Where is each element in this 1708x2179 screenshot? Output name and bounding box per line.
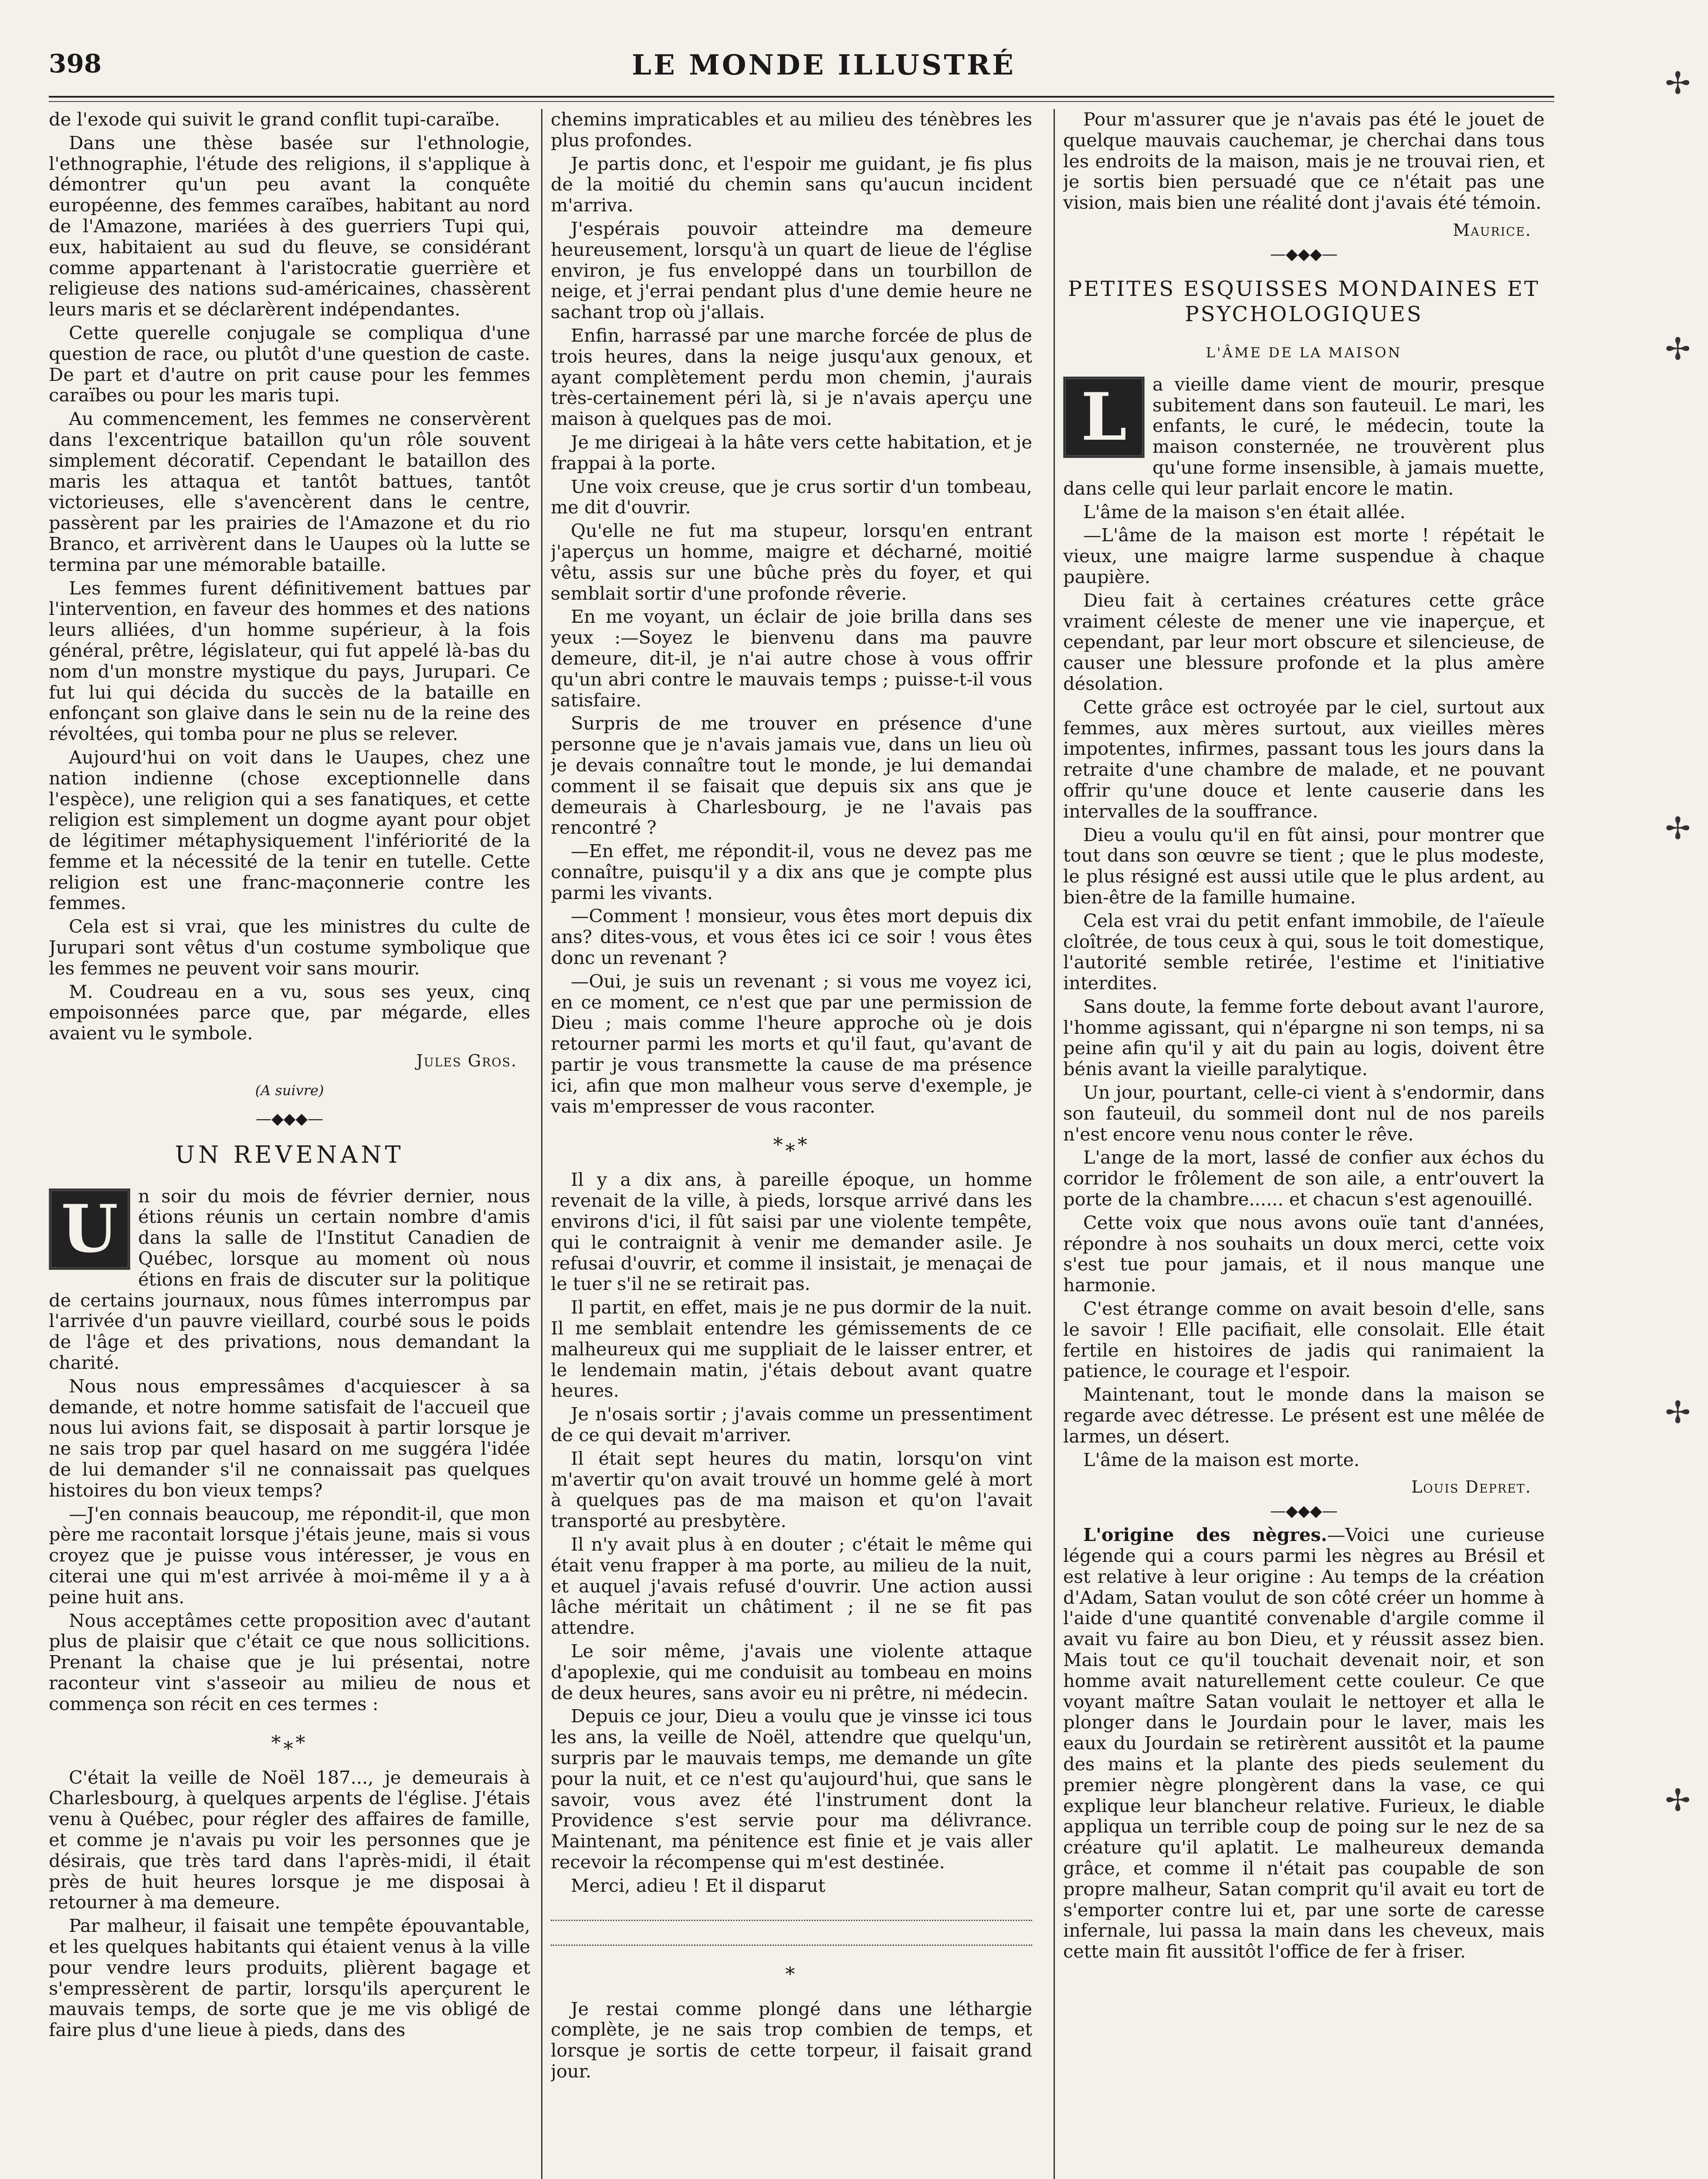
page-number: 398 xyxy=(49,49,102,78)
paragraph: L'âme de la maison est morte. xyxy=(1083,1449,1360,1470)
paragraph: —L'âme de la maison est morte ! répétait le vieux, une maigre larme suspendue à chaque paupière. xyxy=(1063,524,1545,587)
ornament-divider: —◆◆◆— xyxy=(1270,1502,1338,1521)
margin-mark-icon: ✢ xyxy=(1665,65,1691,101)
dotted-line xyxy=(551,1899,1032,1921)
paragraph: Nous acceptâmes cette proposition avec d'autant plus de plaisir que c'était ce que nous sollicitions. Prenant la chaise que je lui présentai, notre raconteur vint s'asseoir au milieu de nous et commença son récit en ces termes : xyxy=(49,1609,530,1714)
paragraph: Cette querelle conjugale se compliqua d'une question de race, ou plutôt d'une question de caste. De part et d'autre on prit cause pour les femmes caraïbes ou pour les maris tupi. xyxy=(49,322,530,406)
author-signature: Louis Depret. xyxy=(1411,1477,1532,1497)
column-1 xyxy=(49,109,530,2179)
paragraph: Le soir même, j'avais une violente attaque d'apoplexie, qui me conduisit au tombeau en moins de deux heures, sans avoir eu ni prêtre, ni médecin. xyxy=(551,1640,1032,1704)
paragraph: Il était sept heures du matin, lorsqu'on vint m'avertir qu'on avait trouvé un homme gelé à mort à quelques pas de ma maison et qu'on l'avait transporté au presbytère. xyxy=(551,1447,1032,1532)
continuation-note: (A suivre) xyxy=(255,1082,324,1099)
paragraph: —Comment ! monsieur, vous êtes mort depuis dix ans? dites-vous, et vous êtes ici ce soir ! vous êtes donc un revenant ? xyxy=(551,905,1032,969)
section-title: PETITES ESQUISSES MONDAINES ET PSYCHOLOGIQUES xyxy=(1068,276,1540,326)
asterism-divider: *⁎* xyxy=(271,1731,308,1754)
story-title: UN REVENANT xyxy=(175,1140,404,1168)
paragraph: Il n'y avait plus à en douter ; c'était le même qui était venu frapper à ma porte, au milieu de la nuit, et auquel j'avais refusé d'ouvrir. Une action aussi lâche méritait un châtiment ; il ne se fit pas attendre. xyxy=(551,1534,1032,1639)
paragraph: Dieu a voulu qu'il en fût ainsi, pour montrer que tout dans son œuvre se tient ; que le plus modeste, le plus résigné est aussi utile que le plus ardent, au bien-être de la famille humaine. xyxy=(1063,824,1545,908)
margin-mark-icon: ✢ xyxy=(1665,1782,1691,1818)
paragraph: Enfin, harrassé par une marche forcée de plus de trois heures, dans la neige jusqu'aux genoux, et ayant complètement perdu mon chemin, j'aurais très-certainement péri là, si je n'avais aperçu une maison à quelques pas de moi. xyxy=(551,324,1032,430)
header-rule-thin xyxy=(49,101,1554,102)
paragraph: Il y a dix ans, à pareille époque, un homme revenait de la ville, à pieds, lorsque arrivé dans les environs d'ici, il fût saisi par une violente tempête, qui le contraignit à venir me demander asile. Je refusai d'ouvrir, et comme il insistait, je menaçai de le tuer s'il ne se retirait pas. xyxy=(551,1169,1032,1295)
paragraph: de l'exode qui suivit le grand conflit tupi-caraïbe. xyxy=(49,109,500,130)
paragraph: L'ange de la mort, lassé de confier aux échos du corridor le frôlement de son aile, a entr'ouvert la porte de la chambre...... et chacun s'est agenouillé. xyxy=(1063,1147,1545,1210)
paragraph: Sans doute, la femme forte debout avant l'aurore, l'homme agissant, qui n'épargne ni son temps, ni sa peine afin qu'il y ait du pain au logis, doivent être bénis avant la vieille paralytique. xyxy=(1063,995,1545,1080)
asterism-divider: *⁎* xyxy=(773,1134,810,1157)
paragraph: Surpris de me trouver en présence d'une personne que je n'avais jamais vue, dans un lieu où je devais connaître tout le monde, je lui demandai comment il se faisait que depuis six ans que je demeurais à Charlesbourg, je ne l'avais pas rencontré ? xyxy=(551,713,1032,838)
article-heading: L'origine des nègres. xyxy=(1083,1524,1327,1546)
paragraph: Dieu fait à certaines créatures cette grâce vraiment céleste de mener une vie inaperçue, et cependant, par leur mort obscure et silencieuse, de causer une blessure profonde et la plus amère désolation. xyxy=(1063,589,1545,694)
article-text: —Voici une curieuse légende qui a cours parmi les nègres au Brésil et est relative à leur origine : Au temps de la création d'Adam, Satan voulut de son côté créer un homme à l'aide d'une quantité convenable d'argile comme il avait vu faire au bon Dieu, et y réussit assez bien. Mais tout ce qu'il touchait devenait noir, et son homme avait naturellement cette couleur. Ce que voyant maître Satan voulait le nettoyer et alla le plonger dans le Jourdain pour le laver, mais les eaux du Jourdain se retirèrent aussitôt et la paume des mains et la plante des pieds seulement du premier nègre plongèrent dans la vase, ce qui explique leur blancheur relative. Furieux, le diable appliqua un terrible coup de poing sur le nez de sa créature qu'il aplatit. Le malheureux demanda grâce, et comme il n'était pas coupable de son propre malheur, Satan comprit qu'il avait eu tort de s'emporter contre lui et, par une sorte de caresse infernale, lui passa la main dans les cheveux, mais cette main fit aussitôt l'office de fer à friser. xyxy=(1063,1524,1545,1962)
paragraph: Je restai comme plongé dans une léthargie complète, je ne sais trop combien de temps, et lorsque je sortis de cette torpeur, il faisait grand jour. xyxy=(551,1998,1032,2082)
author-signature: Jules Gros. xyxy=(416,1051,517,1071)
paragraph: Par malheur, il faisait une tempête épouvantable, et les quelques habitants qui étaient venus à la ville pour vendre leurs produits, plièrent bagage et s'empressèrent de partir, lorsqu'ils aperçurent le mauvais temps, de sorte que je me vis obligé de faire plus d'une lieue à pieds, dans des xyxy=(49,1915,530,2041)
paragraph: Un jour, pourtant, celle-ci vient à s'endormir, dans son fauteuil, du sommeil dont nul de nos pareils n'est encore venu nous conter le rêve. xyxy=(1063,1082,1545,1145)
paragraph: M. Coudreau en a vu, sous ses yeux, cinq empoisonnées parce que, par mégarde, elles avaient vu le symbole. xyxy=(49,981,530,1044)
asterism-divider: * xyxy=(785,1963,798,1986)
column-2 xyxy=(551,109,1032,2179)
article-subtitle: L'ÂME DE LA MAISON xyxy=(1206,344,1402,361)
paragraph: —J'en connais beaucoup, me répondit-il, que mon père me racontait lorsque j'étais jeune, mais si vous croyez que je puisse vous intéresser, je vous en citerai une qui m'est arrivée à moi-même il y a à peine huit ans. xyxy=(49,1503,530,1608)
dotted-line xyxy=(551,1924,1032,1946)
paragraph: Une voix creuse, que je crus sortir d'un tombeau, me dit d'ouvrir. xyxy=(551,475,1032,518)
margin-mark-icon: ✢ xyxy=(1665,1395,1691,1430)
margin-mark-icon: ✢ xyxy=(1665,811,1691,846)
paragraph: Cette voix que nous avons ouïe tant d'années, répondre à nos souhaits un doux merci, cette voix s'est tue pour jamais, et il nous manque une harmonie. xyxy=(1063,1212,1545,1296)
paragraph: Maintenant, tout le monde dans la maison se regarde avec détresse. Le présent est une mêlée de larmes, un désert. xyxy=(1063,1384,1545,1447)
dropcap-letter: U xyxy=(49,1188,130,1270)
paragraph: J'espérais pouvoir atteindre ma demeure heureusement, lorsqu'à un quart de lieue de l'église environ, je fus enveloppé dans un tourbillon de neige, et j'errai pendant plus d'une demie heure ne sachant trop où j'allais. xyxy=(551,217,1032,323)
paragraph: —Oui, je suis un revenant ; si vous me voyez ici, en ce moment, ce n'est que par une permission de Dieu ; mais comme l'heure approche où je dois retourner parmi les morts et qu'il faut, qu'avant de partir je vous transmette la cause de ma présence ici, afin que mon malheur vous serve d'exemple, je vais m'empresser de vous raconter. xyxy=(551,970,1032,1117)
margin-mark-icon: ✢ xyxy=(1665,331,1691,367)
paragraph: —En effet, me répondit-il, vous ne devez pas me connaître, puisqu'il y a dix ans que je compte plus parmi les vivants. xyxy=(551,840,1032,903)
masthead: LE MONDE ILLUSTRÉ xyxy=(632,49,1016,81)
paragraph: Aujourd'hui on voit dans le Uaupes, chez une nation indienne (chose exceptionnelle dans l'espèce), une religion qui a ses fanatiques, et cette religion est simplement un dogme ayant pour objet de légitimer métaphysiquement l'infériorité de la femme et la nécessité de la tenir en tutelle. Cette religion est une franc-maçonnerie contre les femmes. xyxy=(49,746,530,914)
paragraph: Au commencement, les femmes ne conservèrent dans l'excentrique bataillon qu'un rôle souvent simplement décoratif. Cependant le bataillon des maris les attaqua et tantôt battues, tantôt victorieuses, elle s'avencèrent dans le centre, passèrent par les prairies de l'Amazone et du rio Branco, et arrivèrent dans le Uaupes où la lutte se termina par une mémorable bataille. xyxy=(49,408,530,575)
column-divider xyxy=(1054,109,1055,2179)
paragraph: chemins impraticables et au milieu des ténèbres les plus profondes. xyxy=(551,109,1032,151)
paragraph: C'était la veille de Noël 187..., je demeurais à Charlesbourg, à quelques arpents de l'église. J'étais venu à Québec, pour régler des affaires de famille, et comme je n'avais pu voir les personnes que je désirais, que très tard dans l'après-midi, il était près de huit heures lorsque je me disposai à retourner à ma demeure. xyxy=(49,1766,530,1913)
ornament-divider: —◆◆◆— xyxy=(255,1110,324,1128)
paragraph: Il partit, en effet, mais je ne pus dormir de la nuit. Il me semblait entendre les gémissements de ce malheureux qui me suppliait de le laisser entrer, et le lendemain matin, j'étais debout avant quatre heures. xyxy=(551,1297,1032,1402)
paragraph: Qu'elle ne fut ma stupeur, lorsqu'en entrant j'aperçus un homme, maigre et décharné, moitié vêtu, assis sur une bûche près du foyer, et qui semblait sortir d'une profonde rêverie. xyxy=(551,520,1032,604)
paragraph: Cela est si vrai, que les ministres du culte de Jurupari sont vêtus d'un costume symbolique que les femmes ne peuvent voir sans mourir. xyxy=(49,916,530,979)
paragraph: n soir du mois de février dernier, nous étions réunis un certain nombre d'amis dans la salle de l'Institut Canadien de Québec, lorsque au moment où nous étions en frais de discuter sur la politique de certains journaux, nous fûmes interrompus par l'arrivée d'un pauvre vieillard, courbé sous le poids de l'âge et des privations, nous demandant la charité. xyxy=(49,1185,530,1374)
paragraph: Nous nous empressâmes d'acquiescer à sa demande, et notre homme satisfait de l'accueil que nous lui avions fait, se disposait à partir lorsque je ne sais trop par quel hasard on me suggéra l'idée de lui demander s'il ne connaissait pas quelques histoires du bon vieux temps? xyxy=(49,1375,530,1501)
paragraph: En me voyant, un éclair de joie brilla dans ses yeux :—Soyez le bienvenu dans ma pauvre demeure, dit-il, je n'ai autre chose à vous offrir qu'un abri contre le mauvais temps ; puisse-t-il vous satisfaire. xyxy=(551,606,1032,711)
paragraph: Pour m'assurer que je n'avais pas été le jouet de quelque mauvais cauchemar, je cherchai dans tous les endroits de la maison, mais je ne trouvai rien, et je sortis bien persuadé que ce n'était pas une vision, mais bien une réalité dont j'avais été témoin. xyxy=(1063,109,1545,214)
column-3 xyxy=(1063,109,1545,2179)
paragraph: Les femmes furent définitivement battues par l'intervention, en faveur des hommes et des nations leurs alliées, d'un homme supérieur, à la fois général, prêtre, législateur, qui fut appelé là-bas du nom d'un monstre mystique du pays, Jurupari. Ce fut lui qui décida du succès de la bataille en enfonçant son glaive dans le sein nu de la reine des révoltées, qui tomba pour ne plus se relever. xyxy=(49,577,530,745)
ornament-divider: —◆◆◆— xyxy=(1270,245,1338,263)
paragraph: Dans une thèse basée sur l'ethnologie, l'ethnographie, l'étude des religions, il s'applique à démontrer qu'un peu avant la conquête européenne, des femmes caraïbes, habitant au nord de l'Amazone, mariées à des guerriers Tupi qui, eux, habitaient au sud du fleuve, se considérant comme appartenant à l'aristocratie guerrière et religieuse des nations sud-américaines, chassèrent leurs maris et se déclarèrent indépendantes. xyxy=(49,132,530,320)
paragraph: a vieille dame vient de mourir, presque subitement dans son fauteuil. Le mari, les enfants, le curé, le médecin, toute la maison consternée, ne trouvèrent plus qu'une forme insensible, à jamais muette, dans celle qui leur parlait encore le matin. xyxy=(1063,373,1545,499)
paragraph: Depuis ce jour, Dieu a voulu que je vinsse ici tous les ans, la veille de Noël, attendre que quelqu'un, surpris par le mauvais temps, me demande un gîte pour la nuit, et ce n'est qu'aujourd'hui, que sans le savoir, vous avez été l'instrument dont la Providence s'est servie pour ma délivrance. Maintenant, ma pénitence est finie et je vais aller recevoir la récompense qui m'est destinée. xyxy=(551,1705,1032,1873)
paragraph: Je partis donc, et l'espoir me guidant, je fis plus de la moitié du chemin sans qu'aucun incident m'arriva. xyxy=(551,153,1032,216)
paragraph xyxy=(1063,1524,1545,1962)
paragraph: C'est étrange comme on avait besoin d'elle, sans le savoir ! Elle pacifiait, elle consolait. Elle était fertile en histoires de jadis qui ranimaient la patience, le courage et l'espoir. xyxy=(1063,1298,1545,1382)
paragraph: Je n'osais sortir ; j'avais comme un pressentiment de ce qui devait m'arriver. xyxy=(551,1403,1032,1446)
header-rule xyxy=(49,96,1554,98)
author-signature: Maurice. xyxy=(1453,220,1532,240)
paragraph: Cette grâce est octroyée par le ciel, surtout aux femmes, aux mères surtout, aux vieilles mères impotentes, infirmes, passant tous les jours dans la retraite d'une chambre de malade, et ne pouvant offrir qu'une douce et lente causerie dans les intervalles de la souffrance. xyxy=(1063,696,1545,822)
paragraph: Merci, adieu ! Et il disparut xyxy=(571,1874,826,1896)
paragraph: Je me dirigeai à la hâte vers cette habitation, et je frappai à la porte. xyxy=(551,431,1032,474)
dropcap-letter: L xyxy=(1063,377,1145,458)
paragraph: Cela est vrai du petit enfant immobile, de l'aïeule cloîtrée, de tous ceux à qui, sous le toit domestique, l'autorité semble retirée, l'estime et l'initiative interdites. xyxy=(1063,910,1545,994)
paragraph: L'âme de la maison s'en était allée. xyxy=(1083,501,1406,523)
column-divider xyxy=(541,109,542,2179)
